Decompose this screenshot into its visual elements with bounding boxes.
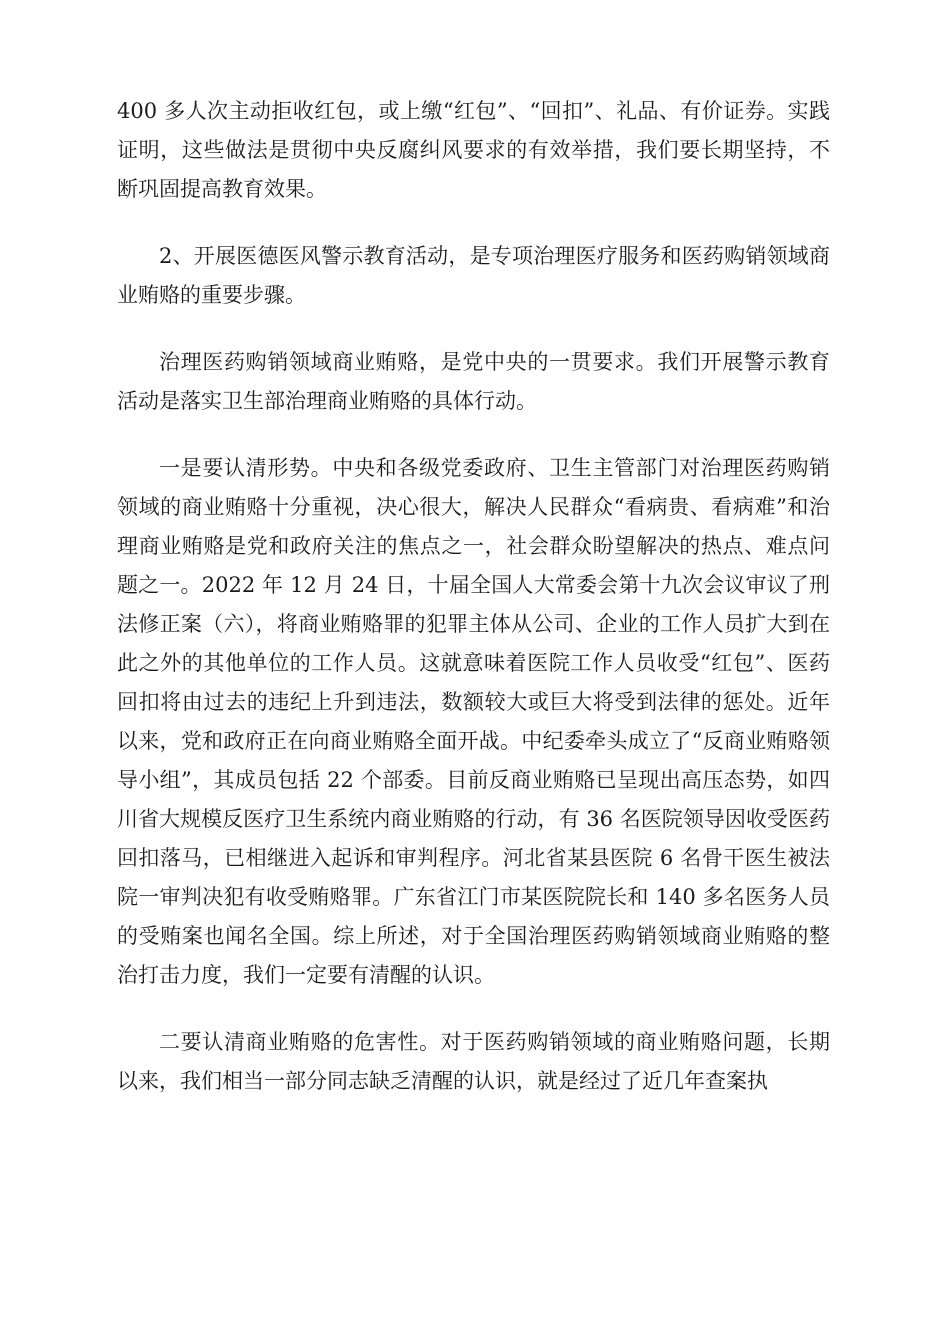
paragraph-3: 治理医药购销领域商业贿赂，是党中央的一贯要求。我们开展警示教育活动是落实卫生部治理商业贿赂的具体行动。: [117, 350, 830, 413]
paragraph-4: 一是要认清形势。中央和各级党委政府、卫生主管部门对治理医药购销领域的商业贿赂十分重视，决心很大，解决人民群众“看病贵、看病难”和治理商业贿赂是党和政府关注的焦点之一，社会群众盼望解决的热点、难点问题之一。2022 年 12 月 24 日，十届全国人大常委会第十九次会议审议了刑法修正案（六），将商业贿赂罪的犯罪主体从公司、企业的工作人员扩大到在此之外的其他单位的工作人员。这就意味着医院工作人员收受“红包”、医药回扣将由过去的违纪上升到违法，数额较大或巨大将受到法律的惩处。近年以来，党和政府正在向商业贿赂全面开战。中纪委牵头成立了“反商业贿赂领导小组”，其成员包括 22 个部委。目前反商业贿赂已呈现出高压态势，如四川省大规模反医疗卫生系统内商业贿赂的行动，有 36 名医院领导因收受医药回扣落马，已相继进入起诉和审判程序。河北省某县医院 6 名骨干医生被法院一审判决犯有收受贿赂罪。广东省江门市某医院院长和 140 多名医务人员的受贿案也闻名全国。综上所述，对于全国治理医药购销领域商业贿赂的整治打击力度，我们一定要有清醒的认识。: [117, 456, 830, 987]
paragraph-2: 2、开展医德医风警示教育活动，是专项治理医疗服务和医药购销领域商业贿赂的重要步骤。: [117, 244, 830, 307]
paragraph-1: 400 多人次主动拒收红包，或上缴“红包”、“回扣”、礼品、有价证券。实践证明，这些做法是贯彻中央反腐纠风要求的有效举措，我们要长期坚持，不断巩固提高教育效果。: [117, 99, 830, 201]
paragraph-5: 二要认清商业贿赂的危害性。对于医药购销领域的商业贿赂问题，长期以来，我们相当一部分同志缺乏清醒的认识，就是经过了近几年查案执: [117, 1030, 830, 1093]
document-body: [117, 92, 830, 1129]
